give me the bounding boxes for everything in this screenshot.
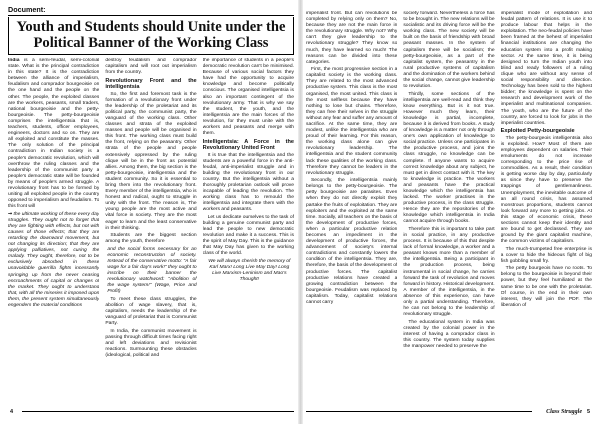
right-page [306,5,592,415]
paragraph: To meet these class struggles, the abolition of wage slavery, that is, capitalism, needs the leadership of the vanguard of proletariat that is Communist Party. [105,296,197,327]
page-number: 5 [586,409,590,415]
paragraph: The much-trumpeted free enterprise is a cover to hide the hideous fight of big fish gobbling small fry. [500,246,592,264]
paragraph: Let us dedicate ourselves to the task of building a genuine communist party and lead the people to new democratic revolution and make it a success. This is the spirit of May Day. This is the guidance that May Day has given to the working class of the world. [202,214,294,257]
paragraph [8,58,99,210]
paragraph: imperialist mode of exploitation and feudal pattern of relations. It is use it to produce labour that helps in the exploitation. The neo-feudal policies have been framed at the behest of imperialist financial institutions are changing the education system into a profit making sector. At the same time, it is being designed to turn the Indian youth into blind and ready followers of a ruling clique who are without any sense of social responsibility and direction. Technology has been sold to the highest bidder; the knowledge is spent on the research and development work of the imperialist and multinational companies. The youth, who are the future of the country, are forced to look for jobs in the imperialist countries. [500,11,592,126]
right-column-2 [403,11,494,413]
left-column-1 [8,58,99,436]
paragraph: society forward. Nevertheless a force has to be brought in. The new relations will be socialistic and its driving force will be the working class. The new society will be built on the basis of friendship with broad peasant masses. In the system of capitalism there will be socialism; the petty-bourgeoisie, as a part of the capitalist system, the peasantry in the rural productive systems of capitalism and the domination of the workers behind the social change, cannot give leadership to revolution. [403,11,495,90]
paragraph: the importance of students in a people's democratic revolution can't be minimised. Because of various social factors they have had the opportunity to acquire knowledge and become politically conscious. The organised intelligentsia is also an important contingent of the revolutionary army. That is why we say the student, the youth, and the intelligentsia are the main forces of the revolution, for they must unite with the workers and peasants and merge with them. [202,58,294,137]
closing-quote: We will always cherish the memory of Karl Marx! Long Live May Day! Long Live Marxism-Leninism and Mao's Thought! [208,258,291,282]
paragraph: The educational system in India was created by the colonial power in the interest of having a comprador class in this country. The system today supplies the manpower needed to preserve the [403,319,495,349]
paragraph: Secondly, the intelligentsia mainly belongs to the petty-bourgeoisie. The petty bourgeoisie are parasites. Even when they do not directly exploit they partake the fruits of exploitation. They are exploiters and the exploited at the same time. Socially, all teachers on the basis of the development of productive forces, when a particular productive relation becomes an impediment in the development of productive forces, the advancement of society's internal contradictions and constantly lowers the condition of the intelligentsia. They are, therefore, the basis of the development of productive forces. The capitalist productive relations have created a growing contradiction between the bourgeoisie. Feudalism was replaced by capitalism. Today, capitalist relations cannot carry [306,178,398,305]
section-label: Document: [8,5,294,16]
lead-word: India [8,58,20,63]
paragraph-text: is a semi-feudal, semi-colonial state. What is the principal contradiction in this state? It is the contradiction between the alliance of imperialism, feudalism and comprador bourgeoisie on the one hand and the people on the other. The people, the exploited classes are the workers, peasants, small traders, national bourgeoisie and the petty-bourgeoisie. The petty-bourgeoisie comprises the intelligentsia that is, teachers, students, officer employees, engineers, doctors and so on. They are all exploited and constitute the masses. The only solution of the principal contradiction in Indian society is a people's democratic revolution, which will overthrow the ruling classes and the leadership of the communist party a people's democratic state will be founded by means of people's armed struggle. A revolutionary front has to be formed by uniting all exploited people in the country opposed to imperialism and feudalism. To this front will [8,58,100,210]
paragraph: So, the first and foremost task is the formation of a revolutionary front under the leadership of the proletariat and its political party, the communist party, the vanguard of the working class. Other classes and strata of the exploited masses and people will be organised in this front. The working class must build the front, relying on the peasantry. Other strata of the people and people extensively oppressed by the ruling clique will be in the front as potential allies. Among them, the big section is the petty-bourgeoisie, intelligentsia and the student community. So it is essential to bring them into the revolutionary front. Every member of the intelligentsia, who is honest and radical, ought to struggle in unity with the front. The reason is, The young people are the most active and vital force in society. They are the most eager to learn and the least conservative in their thinking. [105,91,197,231]
right-column-1 [306,11,397,413]
paragraph: Students are the biggest section among the youth, therefore [105,233,197,245]
left-column-2 [105,58,196,436]
paragraph [8,212,99,310]
right-columns [306,5,592,413]
page-number: 4 [10,409,14,415]
subheading: Intelligentsia: A Force in the Revolutionary United Front [202,138,294,152]
paragraph: The petty-bourgeois intelligentsia also is exploited. How? Most of them are employees dependent on salaries. Their emoluments do not increase corresponding to the price rise of commodities. As a result, their condition is getting worse day by day, particularly as since they have to preserve the trappings of gentlemanliness. Unemployment, the inevitable outcome of an all round crisis, has assumed monstrous proportions, students cannot look forward any more to getting jobs. At this stage of economic crisis, these sections cannot keep their identity and are bound to get declassed. They are ground by the giant capitalist machine, the common victims of capitalism. [500,135,592,245]
paragraph: Thirdly, some sections of the intelligentsia are well-read and think they know everything. But is it not true. However much they learn, their knowledge is partial, incomplete, because it is derived from books. A study of knowledge is a matter not only through one's own application of knowledge to social practice. Unless one participates in the productive process, and joins the class struggle, no knowledge can be complete. If anyone wants to acquire correct knowledge about any subject, he must get in direct contact with it. The key to knowledge is practice. The workers and peasants have the practical knowledge which the intelligentsia has lacked. The worker practises in the productive process, in the class struggle. Hence they are the repositories of the knowledge which intelligentsia in India cannot acquire through books. [403,91,495,225]
left-columns [8,58,294,436]
paragraph: The petty bourgeois have no roots. To belong to the bourgeoisie is beyond their power, but they feel humiliated at the same time to be one with the proletariat. Of course, in the end in their own interest, they will join the PDF. The liberation of [500,266,592,308]
footer-rule [22,411,294,412]
headline-line-1: Youth and Students should Unite under the [16,19,286,35]
right-column-3 [501,11,592,413]
left-column-3 [203,58,294,436]
paragraph: In India, the communist movement is passing through difficult times facing right and left deviations and revisionist reactions. Surmounting these obstacles (ideological, political and [105,328,197,358]
paragraph: imperialist front. But can revolutions be completed by relying only on them? No, because they are not the main force in the revolutionary struggle. Why not? Why can't they give leadership to the revolutionary struggle? They know so much, they have learned so much! The reasons can be divided into these categories. [306,11,398,65]
paragraph: Therefore this is important to take part in social practice, in any productive process. It is because of this that despite lack of formal knowledge, a worker and a peasant knows more than a member of the intelligentsia. Being a participant in the production process, being instrumental in social change, he carries forward the task of revolution and moves forward in history. Historical development. A member of the intelligentsia, in the absence of this experience, can have only a partial understanding. Therefore, he can not belong to the leadership of revolutionary struggle. [403,226,495,318]
headline-box [8,17,294,55]
right-footer [306,408,592,417]
publication-name: Class Struggle [546,409,582,415]
paragraph: First, the most progressive section in a capitalist society is the working class. They are related to the most advanced productive system. This class is the most organised, the most united. This class is the most selfless because they have nothing to lose but chains. Therefore, they can free their selves in the struggle without any fear and suffer any amount of sacrifice. At the same time, they are modest, unlike the intelligentsia who are proud of their learning. For this reason, the working class alone can give revolutionary leadership. The intelligentsia and the student community lack these qualities of the working class. Therefore they cannot be leaders in the revolutionary struggle. [306,67,398,176]
left-page [8,5,294,415]
paragraph-text: the ultimate working of these every day struggles. They ought not to forget that they are fighting with effects, but not with causes of those effects; that they are retarding the downward movement, but not changing its direction; that they are applying palliatives, not curing the malady. They ought, therefore, not to be exclusively absorbed in these unavoidable guerrilla fights incessantly springing up from the never ceasing encroachments of capital or changes of the market. They ought to understand that, with all the miseries it imposed upon them, the present system simultaneously engenders the material conditions [8,211,100,309]
subheading: Exploited Petty-bourgeoisie [500,128,575,135]
subheading: Revolutionary Front and the intelligentsia [105,77,197,91]
paragraph: destroy feudalism and comprador capitalism and will root out imperialism from the country. [105,58,197,76]
left-footer [8,408,294,417]
continuation-arrow-icon: ➞ [8,211,13,217]
headline-line-2: Political Banner of the Working Class [33,35,269,51]
footer-rule [306,411,532,412]
quote: and the social forms necessary for an economic reconstruction of society. Instead of the conservative motto: "A fair wage for a fair day's work!" they ought to inscribe on their banner the revolutionary watchword: "Abolition of the wage system!" (Wage, Price and Profit) [107,246,197,295]
paragraph: It is true that the intelligentsia and the students are a powerful force in the anti-feudal, anti-imperialist struggle and in building the revolutionary front in our country. But the intelligentsia without a thoroughly proletarian outlook will prove incapable of leading the revolution. The working class has to remould the intelligentsia and integrate them with the workers and peasants. [202,152,294,213]
